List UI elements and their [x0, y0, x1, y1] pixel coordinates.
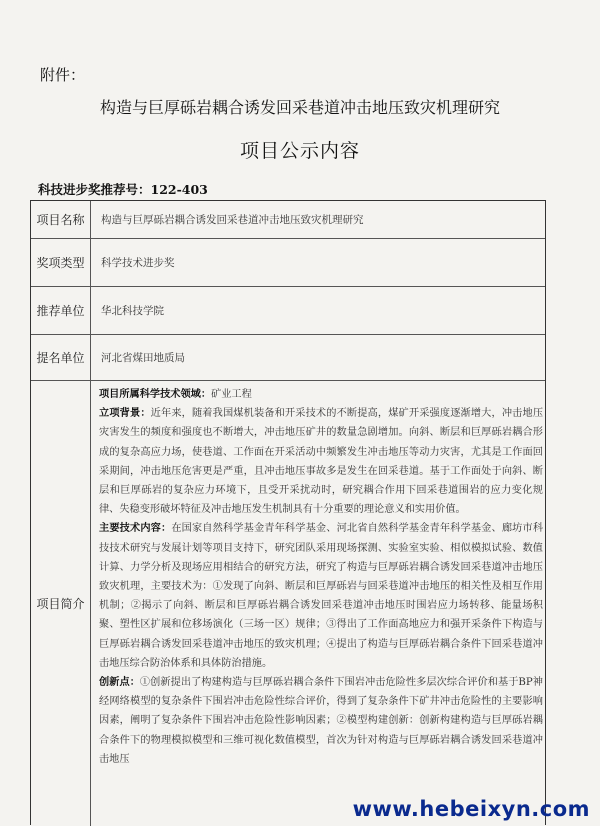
document-title: 构造与巨厚砾岩耦合诱发回采巷道冲击地压致灾机理研究 [99, 98, 500, 117]
table-row-nominating-unit [31, 335, 545, 381]
row-label: 项目简介 [31, 381, 91, 826]
row-label: 项目名称 [31, 201, 91, 238]
table-row-project-intro [31, 381, 545, 826]
site-watermark: www.hebeixyn.com [352, 797, 590, 821]
table-row-project-name [31, 201, 545, 239]
field-label: 项目所属科学技术领域： [99, 388, 212, 400]
content-label: 主要技术内容： [99, 522, 172, 535]
background-paragraph [99, 404, 543, 519]
content-paragraph [99, 519, 543, 673]
attachment-label: 附件： [40, 66, 86, 84]
row-label: 推荐单位 [31, 287, 91, 334]
innovation-text: ①创新提出了构建构造与巨厚砾岩耦合条件下围岩冲击危险性多层次综合评价和基于BP神经网络模型的复杂条件下围岩冲击危险性综合评价，得到了复杂条件下矿井冲击危险性的主要影响因素，阐明了复杂条件下围岩冲击危险性影响因素；②模型构建创新：创新构建构造与巨厚砾岩耦合条件下的物理模拟模型和三维可视化数值模型，首次为针对构造与巨厚砾岩耦合诱发回采巷道冲击地压 [99, 677, 543, 765]
background-label: 立项背景： [99, 407, 151, 420]
content-text: 在国家自然科学基金青年科学基金、河北省自然科学基金青年科学基金、廊坊市科技技术研究与发展计划等项目支持下，研究团队采用现场探测、实验室实验、相似模拟试验、数值计算、力学分析及现场应用相结合的研究方法，研究了构造与巨厚砾岩耦合诱发回采巷道冲击地压致灾机理，主要技术为：①发现了向斜、断层和巨厚砾岩与回采巷道冲击地压的相关性及相互作用机制；②揭示了向斜、断层和巨厚砾岩耦合诱发回采巷道冲击地压时围岩应力场转移、能量场积聚、塑性区扩展和位移场演化（三场一区）规律；③得出了工作面高地应力和强开采条件下构造与巨厚砾岩耦合诱发回采巷道冲击地压的致灾机理；④提出了构造与巨厚砾岩耦合条件下回采巷道冲击地压综合防治体系和具体防治措施。 [99, 523, 543, 669]
background-text: 近年来，随着我国煤机装备和开采技术的不断提高，煤矿开采强度逐渐增大，冲击地压灾害发生的频度和强度也不断增大，冲击地压矿井的数量急剧增加。向斜、断层和巨厚砾岩耦合形成的复杂高应力场，使巷道、工作面在开采活动中频繁发生冲击地压等动力灾害，尤其是工作面回采期间，冲击地压危害更是严重，且冲击地压事故多是发生在回采巷道。基于工作面处于向斜、断层和巨厚砾岩的复杂应力环境下，且受开采扰动时，研究耦合作用下回采巷道围岩的应力变化规律、失稳变形破坏特征及冲击地压发生机制具有十分重要的理论意义和实用价值。 [99, 408, 543, 516]
field-paragraph [99, 385, 543, 404]
innovation-paragraph [99, 673, 543, 769]
row-value: 科学技术进步奖 [101, 257, 175, 269]
row-value: 构造与巨厚砾岩耦合诱发回采巷道冲击地压致灾机理研究 [101, 214, 364, 226]
row-value: 河北省煤田地质局 [101, 352, 185, 364]
row-value: 华北科技学院 [101, 305, 164, 317]
row-label: 奖项类型 [31, 239, 91, 286]
table-row-award-type [31, 239, 545, 287]
table-row-recommending-unit [31, 287, 545, 335]
intro-text [99, 385, 543, 826]
row-label: 提名单位 [31, 335, 91, 380]
innovation-label: 创新点： [99, 676, 140, 689]
document-subtitle: 项目公示内容 [239, 140, 360, 162]
field-value: 矿业工程 [211, 389, 252, 400]
recommend-number: 科技进步奖推荐号：122-403 [38, 182, 208, 197]
info-table [30, 200, 546, 825]
